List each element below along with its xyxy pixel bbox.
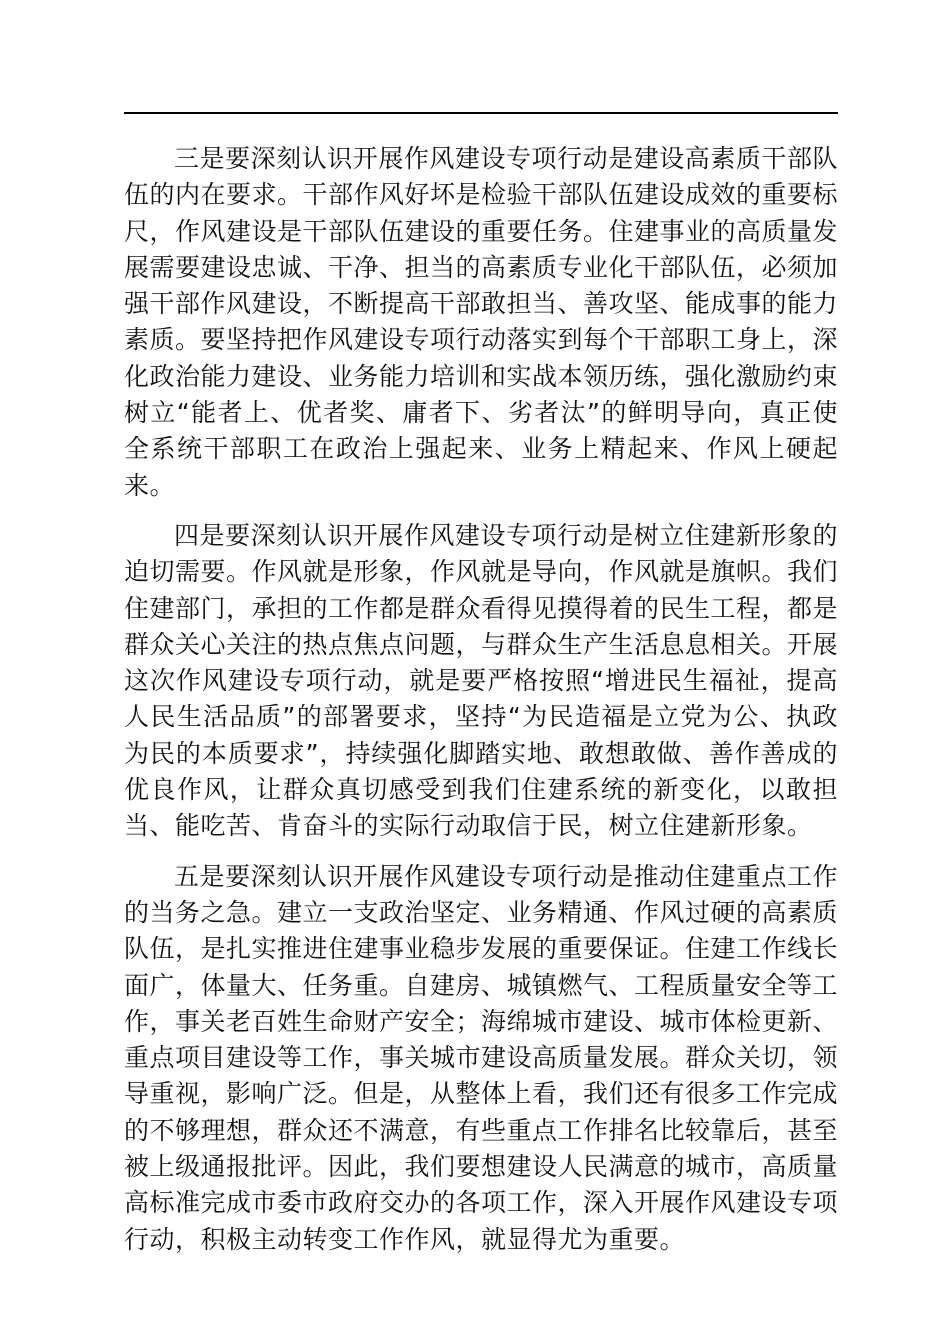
- paragraph-four: 四是要深刻认识开展作风建设专项行动是树立住建新形象的迫切需要。作风就是形象，作风就是导向，作风就是旗帜。我们住建部门，承担的工作都是群众看得见摸得着的民生工程，都是群众关心关注的热点焦点问题，与群众生产生活息息相关。开展这次作风建设专项行动，就是要严格按照“增进民生福祉，提高人民生活品质”的部署要求，坚持“为民造福是立党为公、执政为民的本质要求”，持续强化脚踏实地、敢想敢做、善作善成的优良作风，让群众真切感受到我们住建系统的新变化，以敢担当、能吃苦、肯奋斗的实际行动取信于民，树立住建新形象。: [124, 520, 839, 841]
- header-rule: [124, 112, 838, 114]
- paragraph-five: 五是要深刻认识开展作风建设专项行动是推动住建重点工作的当务之急。建立一支政治坚定、业务精通、作风过硬的高素质队伍，是扎实推进住建事业稳步发展的重要保证。住建工作线长面广，体量大、任务重。自建房、城镇燃气、工程质量安全等工作，事关老百姓生命财产安全；海绵城市建设、城市体检更新、重点项目建设等工作，事关城市建设高质量发展。群众关切，领导重视，影响广泛。但是，从整体上看，我们还有很多工作完成的不够理想，群众还不满意，有些重点工作排名比较靠后，甚至被上级通报批评。因此，我们要想建设人民满意的城市，高质量高标准完成市委市政府交办的各项工作，深入开展作风建设专项行动，积极主动转变工作作风，就显得尤为重要。: [124, 861, 839, 1254]
- paragraph-three: 三是要深刻认识开展作风建设专项行动是建设高素质干部队伍的内在要求。干部作风好坏是检验干部队伍建设成效的重要标尺，作风建设是干部队伍建设的重要任务。住建事业的高质量发展需要建设忠诚、干净、担当的高素质专业化干部队伍，必须加强干部作风建设，不断提高干部敢担当、善攻坚、能成事的能力素质。要坚持把作风建设专项行动落实到每个干部职工身上，深化政治能力建设、业务能力培训和实战本领历练，强化激励约束树立“能者上、优者奖、庸者下、劣者汰”的鲜明导向，真正使全系统干部职工在政治上强起来、业务上精起来、作风上硬起来。: [124, 144, 839, 500]
- document-body: [124, 141, 838, 1258]
